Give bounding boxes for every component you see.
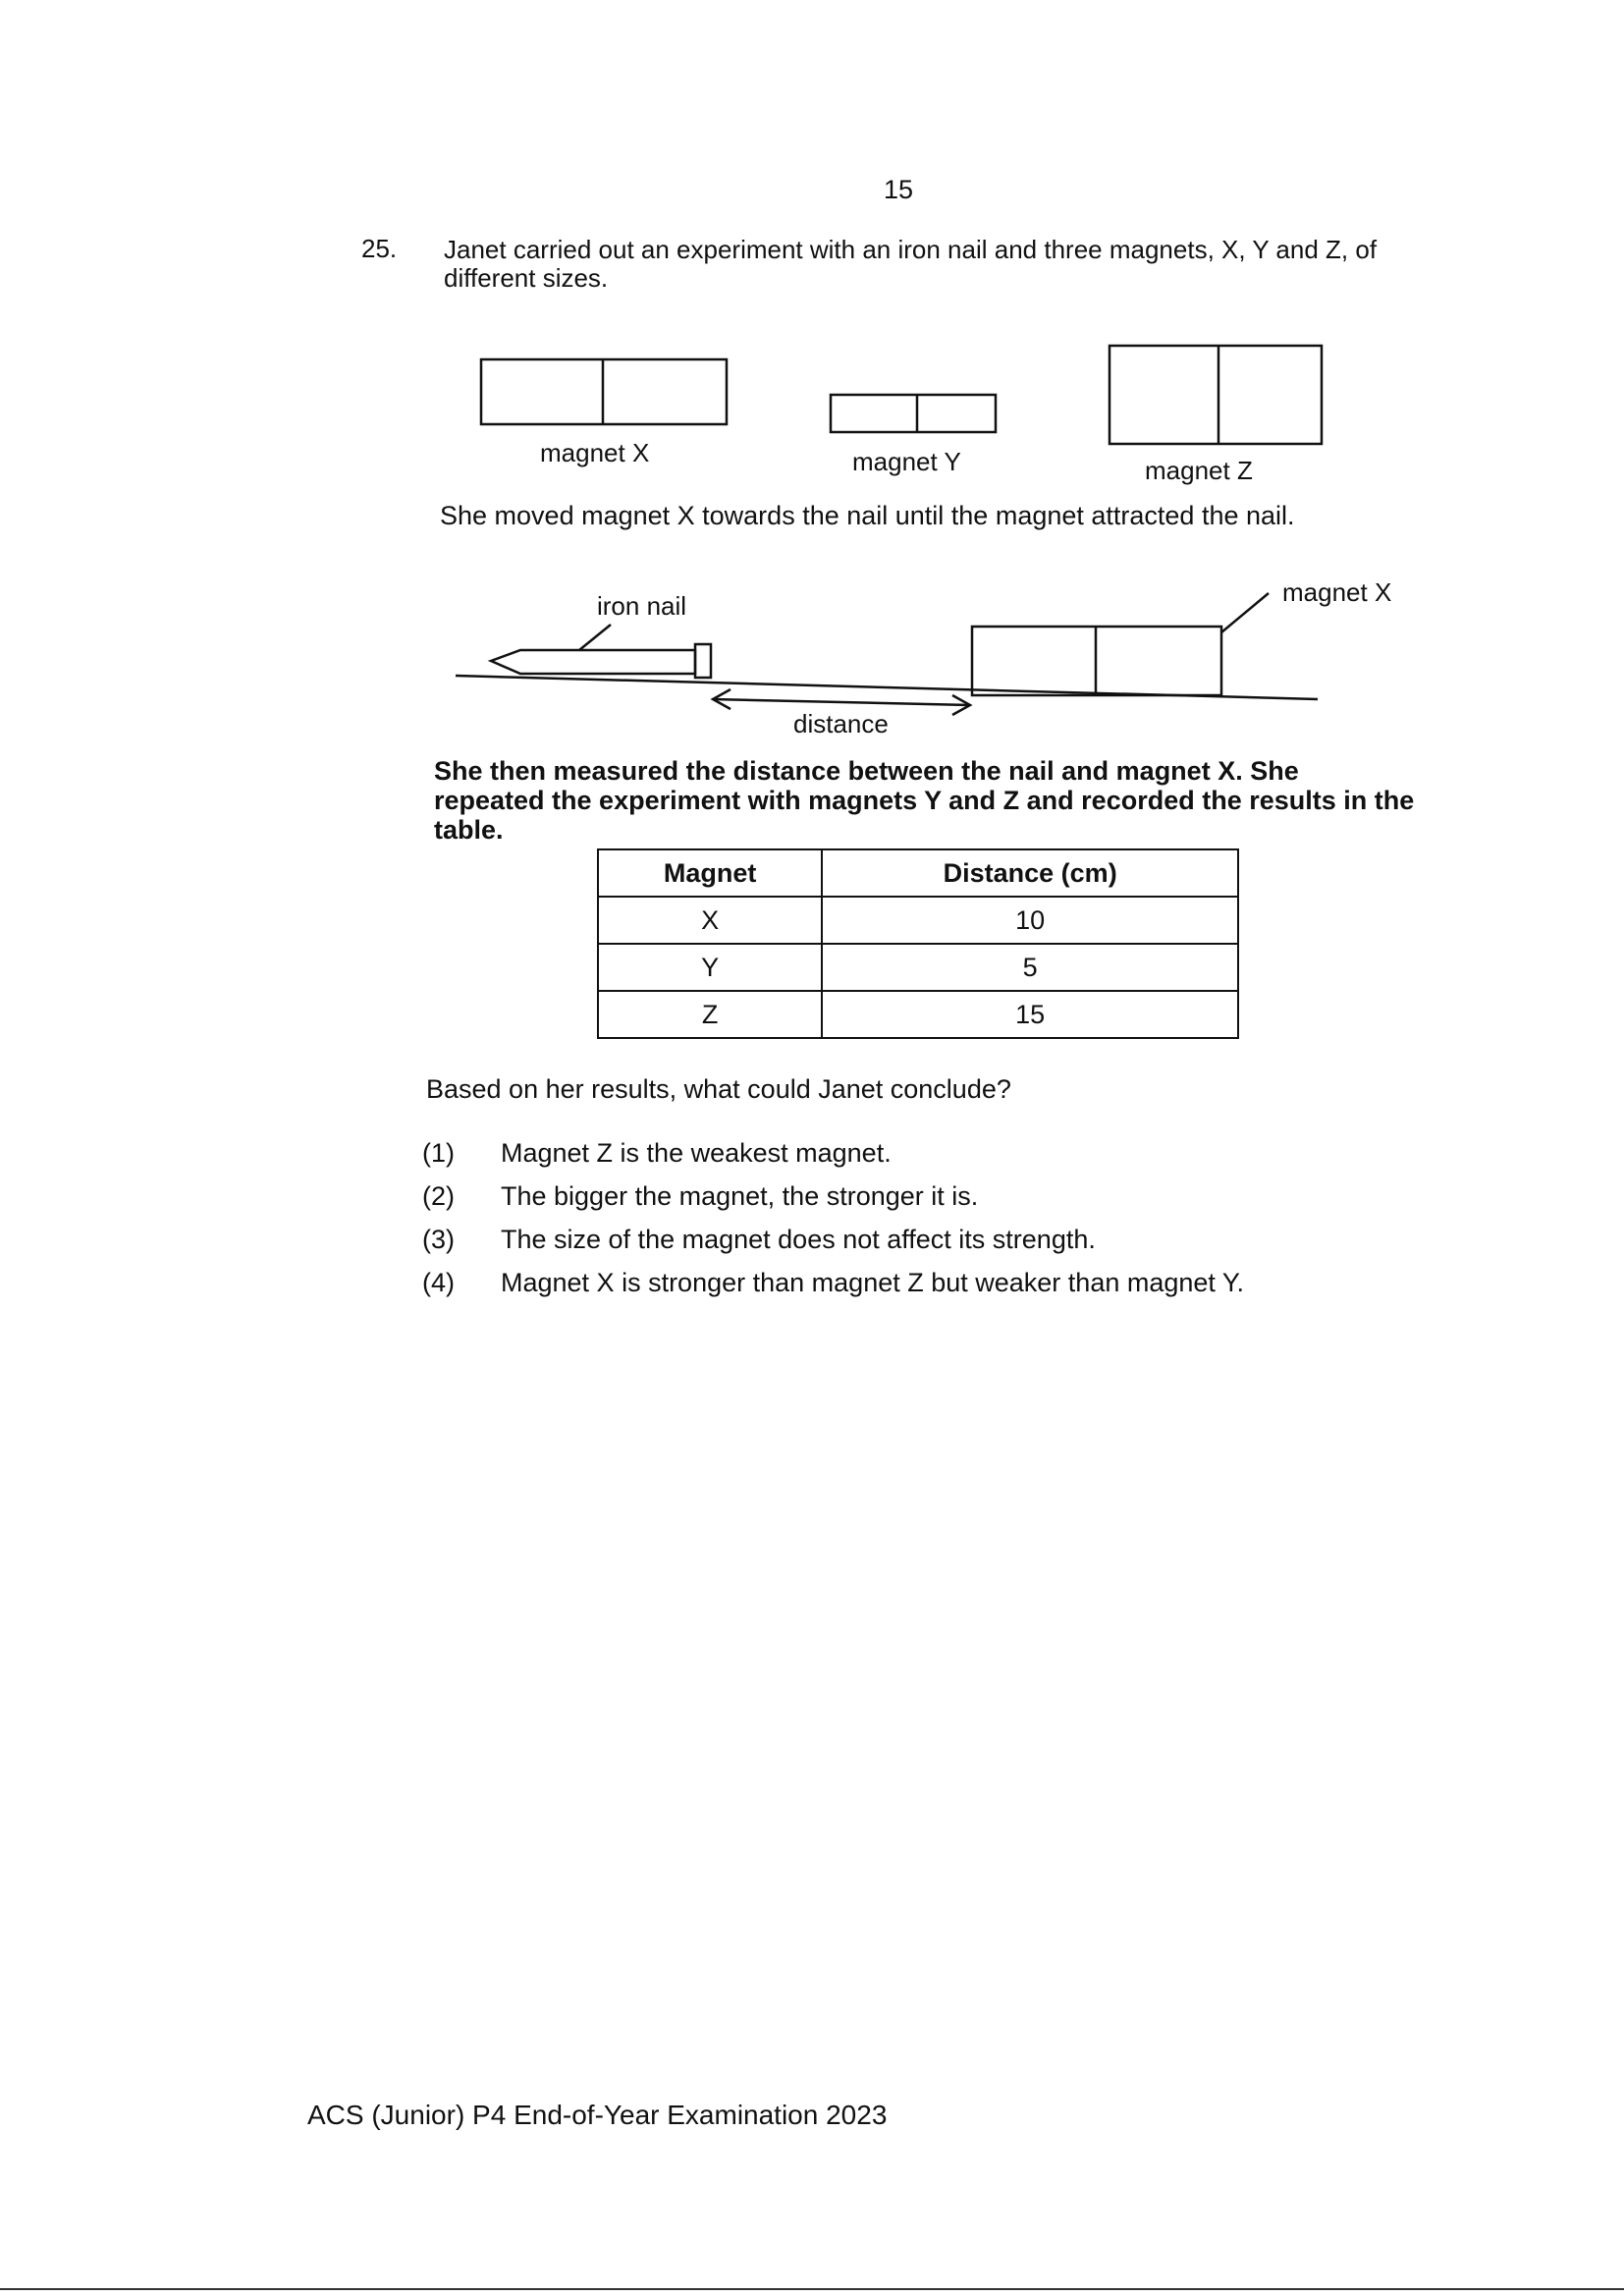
option-text: Magnet Z is the weakest magnet. <box>501 1137 892 1168</box>
question-prompt: Based on her results, what could Janet conclude? <box>426 1074 1011 1104</box>
option-2[interactable] <box>422 1175 1365 1218</box>
iron-nail-drawing <box>491 644 711 678</box>
table-row <box>598 944 1238 991</box>
bottom-rule <box>0 2288 1624 2290</box>
table-header-row <box>598 849 1238 897</box>
setup-diagram <box>456 593 1318 715</box>
cell-distance: 5 <box>822 944 1238 991</box>
setup-magnet-x <box>972 627 1221 695</box>
option-number: (1) <box>422 1137 455 1168</box>
table-row <box>598 991 1238 1038</box>
option-text: The bigger the magnet, the stronger it is. <box>501 1180 979 1211</box>
magnet-pointer <box>1221 593 1269 632</box>
header-magnet: Magnet <box>598 849 822 897</box>
answer-options <box>422 1131 1365 1304</box>
question-number: 25. <box>361 234 398 263</box>
magnet-z-label: magnet Z <box>1145 456 1253 485</box>
option-4[interactable] <box>422 1261 1365 1304</box>
cell-distance: 15 <box>822 991 1238 1038</box>
cell-magnet: X <box>598 897 822 944</box>
cell-distance: 10 <box>822 897 1238 944</box>
measure-text: She then measured the distance between the nail and magnet X. She repeated the experiment with magnets Y and Z and recorded the results in the table. <box>434 756 1415 845</box>
results-table <box>597 848 1239 1039</box>
cell-magnet: Y <box>598 944 822 991</box>
magnet-y-drawing <box>831 395 996 432</box>
option-3[interactable] <box>422 1218 1365 1261</box>
header-distance: Distance (cm) <box>822 849 1238 897</box>
diagram-magnet-label: magnet X <box>1282 577 1392 607</box>
distance-label: distance <box>793 709 889 738</box>
magnet-x-label: magnet X <box>540 438 650 467</box>
option-text: Magnet X is stronger than magnet Z but weaker than magnet Y. <box>501 1267 1244 1297</box>
table-row <box>598 897 1238 944</box>
page-number: 15 <box>884 175 914 204</box>
option-number: (3) <box>422 1224 455 1254</box>
option-number: (2) <box>422 1180 455 1211</box>
nail-pointer <box>579 625 611 650</box>
question-stem: Janet carried out an experiment with an iron nail and three magnets, X, Y and Z, of different sizes. <box>444 235 1378 293</box>
cell-magnet: Z <box>598 991 822 1038</box>
option-text: The size of the magnet does not affect its strength. <box>501 1224 1096 1254</box>
magnet-y-label: magnet Y <box>852 447 961 476</box>
option-number: (4) <box>422 1267 455 1297</box>
setup-text: She moved magnet X towards the nail until the magnet attracted the nail. <box>440 501 1295 530</box>
option-1[interactable] <box>422 1131 1365 1175</box>
iron-nail-label: iron nail <box>597 591 687 621</box>
magnet-z-drawing <box>1110 346 1322 444</box>
magnet-x-drawing <box>481 359 727 424</box>
footer-exam-title: ACS (Junior) P4 End-of-Year Examination 2023 <box>307 2100 888 2130</box>
